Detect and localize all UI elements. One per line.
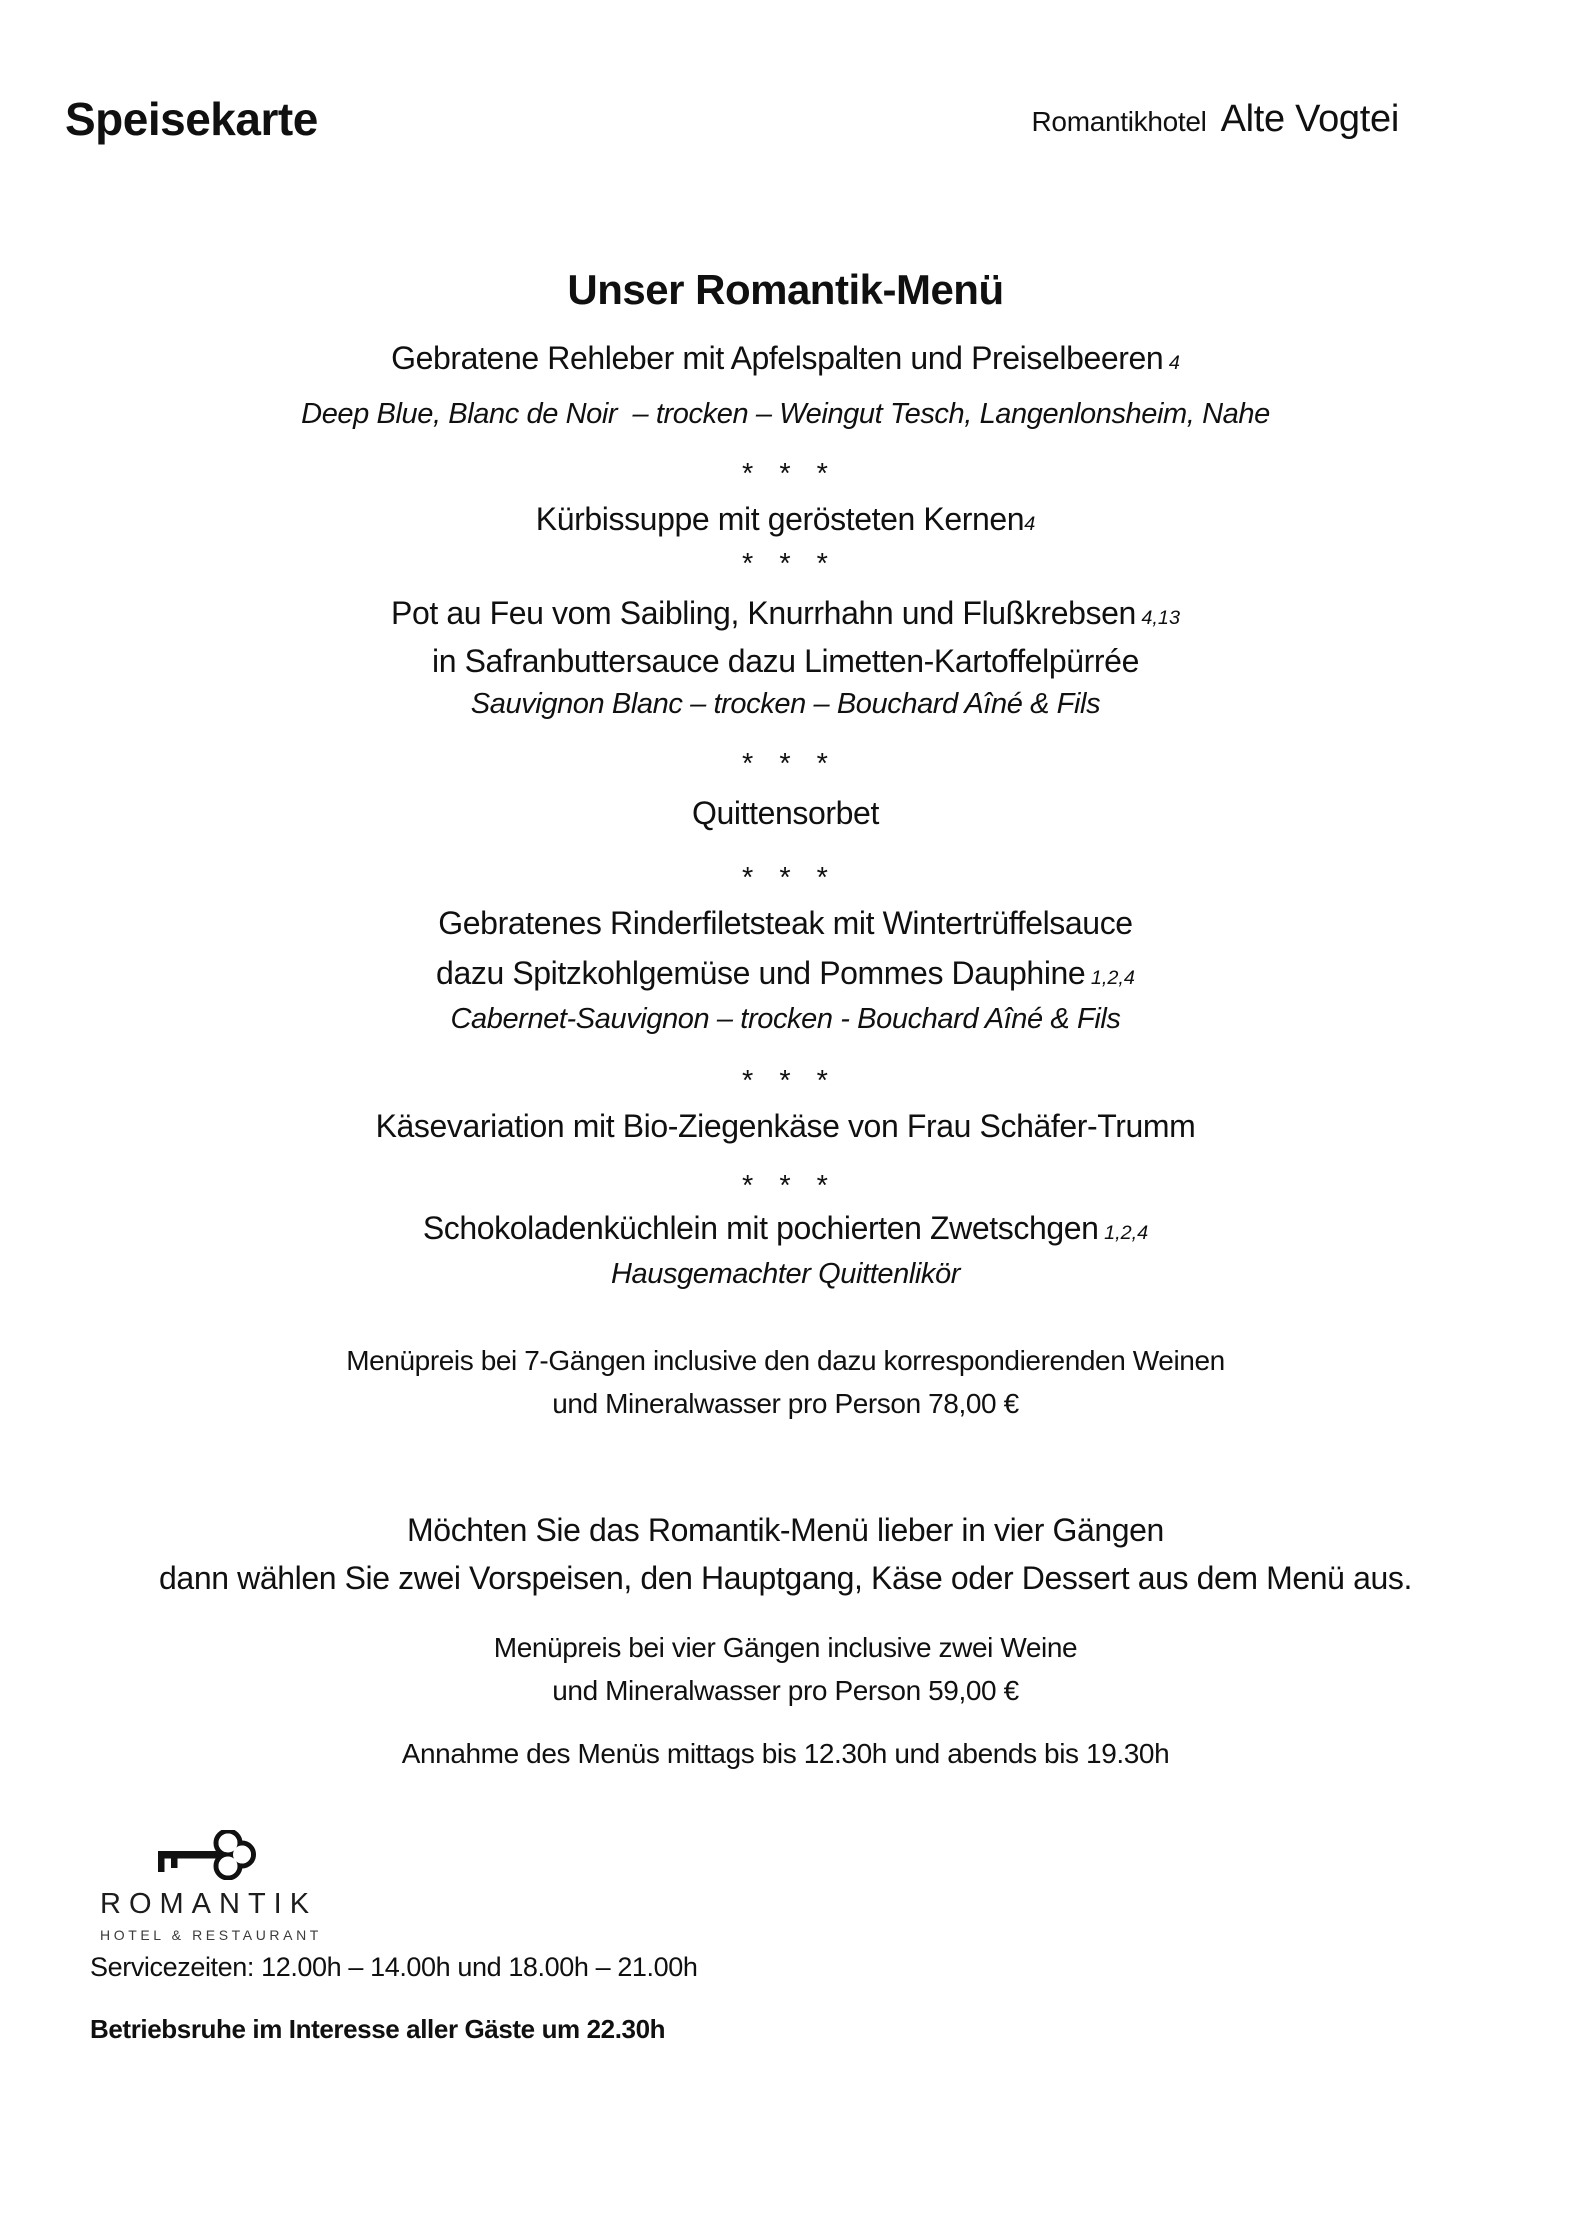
course-kaesevariation: Käsevariation mit Bio-Ziegenkäse von Frau Schäfer-Trumm	[375, 1108, 1196, 1144]
four-course-option-line2: dann wählen Sie zwei Vorspeisen, den Hauptgang, Käse oder Dessert aus dem Menü aus.	[159, 1560, 1412, 1596]
separator-stars-3: * * *	[742, 748, 829, 780]
romantik-logo	[100, 1830, 322, 1943]
course-schokoladenkuechlein	[0, 1210, 1571, 1247]
closing-note: Betriebsruhe im Interesse aller Gäste um 22.30h	[90, 2014, 666, 2044]
course-text: Kürbissuppe mit gerösteten Kernen	[535, 501, 1025, 537]
hotel-brand	[1032, 98, 1399, 141]
course-rinderfiletsteak: Gebratenes Rinderfiletsteak mit Wintertrüffelsauce	[438, 905, 1133, 941]
separator-stars-6: * * *	[742, 1170, 829, 1202]
separator-stars-2: * * *	[742, 548, 829, 580]
logo-wordmark: ROMANTIK	[100, 1888, 318, 1920]
course-rinderfiletsteak-line2	[0, 955, 1571, 992]
course-pot-au-feu-line2: in Safranbuttersauce dazu Limetten-Kartoffelpürrée	[432, 643, 1139, 679]
course-text: Pot au Feu vom Saibling, Knurrhahn und Flußkrebsen	[391, 595, 1136, 631]
hotel-brand-name: Alte Vogtei	[1220, 98, 1399, 140]
course-pot-au-feu	[0, 595, 1571, 632]
price-seven-courses-line1: Menüpreis bei 7-Gängen inclusive den dazu korrespondierenden Weinen	[346, 1345, 1225, 1376]
price-seven-courses-line2: und Mineralwasser pro Person 78,00 €	[552, 1388, 1019, 1419]
course-text: Gebratene Rehleber mit Apfelspalten und Preiselbeeren	[391, 340, 1164, 376]
wine-pairing-quittenlikoer: Hausgemachter Quittenlikör	[610, 1258, 961, 1290]
footnote-marker: 4	[1024, 513, 1036, 535]
wine-pairing-cabernet-sauvignon: Cabernet-Sauvignon – trocken - Bouchard Aîné & Fils	[450, 1003, 1121, 1035]
hotel-brand-prefix: Romantikhotel	[1031, 106, 1207, 137]
separator-stars-4: * * *	[742, 862, 829, 894]
course-kuerbissuppe	[0, 501, 1571, 538]
separator-stars-1: * * *	[742, 458, 829, 490]
price-four-courses-line1: Menüpreis bei vier Gängen inclusive zwei Weine	[493, 1632, 1078, 1663]
course-text: Schokoladenküchlein mit pochierten Zwetschgen	[422, 1210, 1099, 1246]
footnote-marker: 1,2,4	[1085, 967, 1135, 989]
separator-stars-5: * * *	[742, 1065, 829, 1097]
course-text: dazu Spitzkohlgemüse und Pommes Dauphine	[436, 955, 1086, 991]
key-icon	[156, 1830, 256, 1880]
course-gebratene-rehleber	[0, 340, 1571, 377]
footnote-marker: 1,2,4	[1098, 1222, 1149, 1244]
logo-subtitle: HOTEL & RESTAURANT	[100, 1927, 322, 1943]
footnote-marker: 4,13	[1135, 607, 1180, 629]
four-course-option-line1: Möchten Sie das Romantik-Menü lieber in vier Gängen	[407, 1512, 1164, 1548]
price-four-courses-line2: und Mineralwasser pro Person 59,00 €	[552, 1675, 1019, 1706]
service-times: Servicezeiten: 12.00h – 14.00h und 18.00h – 21.00h	[90, 1952, 698, 1982]
wine-pairing-deep-blue: Deep Blue, Blanc de Noir – trocken – Weingut Tesch, Langenlonsheim, Nahe	[301, 398, 1270, 430]
menu-title: Unser Romantik-Menü	[567, 266, 1004, 313]
page-title: Speisekarte	[65, 93, 318, 145]
order-deadline-note: Annahme des Menüs mittags bis 12.30h und abends bis 19.30h	[401, 1738, 1170, 1769]
course-quittensorbet: Quittensorbet	[692, 795, 879, 831]
wine-pairing-sauvignon-blanc: Sauvignon Blanc – trocken – Bouchard Aîné & Fils	[470, 688, 1101, 720]
footnote-marker: 4	[1163, 352, 1180, 374]
